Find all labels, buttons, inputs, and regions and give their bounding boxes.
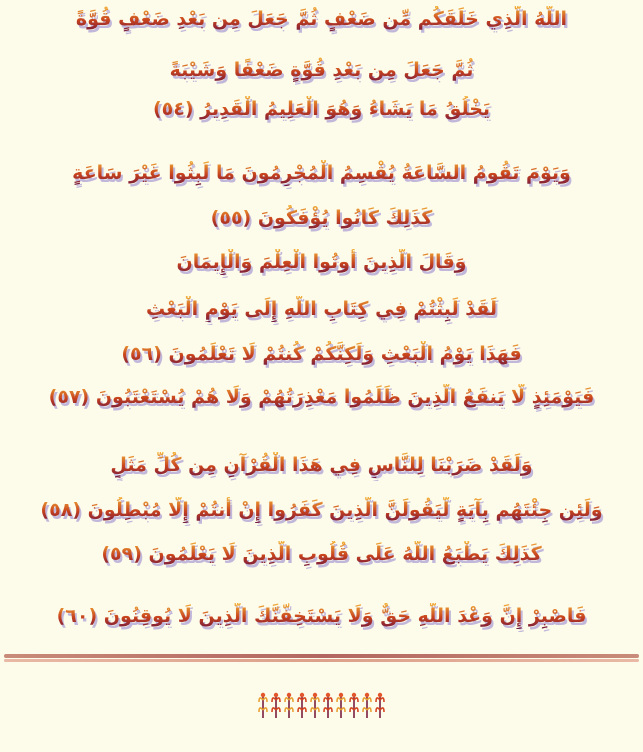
verse-line-1: اللَّهُ الَّذِي خَلَقَكُم مِّن ضَعْفٍ ثُمَّ جَعَلَ مِن بَعْدِ ضَعْفٍ قُوَّةً bbox=[40, 6, 603, 32]
verse-line-9: فَيَوْمَئِذٍ لَّا يَنفَعُ الَّذِينَ ظَلَمُوا مَعْذِرَتُهُمْ وَلَا هُمْ يُسْتَعْتَبُونَ (٥٧) bbox=[40, 384, 603, 410]
ornament-graphic bbox=[255, 690, 389, 724]
verse-line-6: وَقَالَ الَّذِينَ أُوتُوا الْعِلْمَ وَالْإِيمَانَ bbox=[40, 249, 603, 275]
ornament-motif bbox=[259, 693, 267, 718]
verse-line-8: فَهَذَا يَوْمُ الْبَعْثِ وَلَكِنَّكُمْ كُنتُمْ لَا تَعْلَمُونَ (٥٦) bbox=[40, 341, 603, 367]
verse-line-7: لَقَدْ لَبِثْتُمْ فِي كِتَابِ اللَّهِ إِلَى يَوْمِ الْبَعْثِ bbox=[40, 296, 603, 322]
ornament-motif bbox=[285, 693, 293, 718]
verse-line-4: وَيَوْمَ تَقُومُ السَّاعَةُ يُقْسِمُ الْمُجْرِمُونَ مَا لَبِثُوا غَيْرَ سَاعَةٍ bbox=[40, 160, 603, 186]
verse-line-11: وَلَئِن جِئْتَهُم بِآيَةٍ لَّيَقُولَنَّ الَّذِينَ كَفَرُوا إِنْ أَنتُمْ إِلَّا مُبْطِلُونَ (٥٨) bbox=[40, 499, 603, 521]
divider-line bbox=[4, 654, 639, 658]
verse-line-12: كَذَلِكَ يَطْبَعُ اللَّهُ عَلَى قُلُوبِ الَّذِينَ لَا يَعْلَمُونَ (٥٩) bbox=[40, 541, 603, 567]
verse-line-10: وَلَقَدْ ضَرَبْنَا لِلنَّاسِ فِي هَذَا الْقُرْآنِ مِن كُلِّ مَثَلٍ bbox=[40, 452, 603, 478]
ornament-motif bbox=[272, 693, 280, 718]
divider-shadow-line bbox=[4, 659, 639, 662]
ornament-motif bbox=[376, 693, 384, 718]
ornament-motif bbox=[298, 693, 306, 718]
verse-line-13: فَاصْبِرْ إِنَّ وَعْدَ اللَّهِ حَقٌّ وَلَا يَسْتَخِفَّنَّكَ الَّذِينَ لَا يُوقِنُونَ (٦٠) bbox=[40, 603, 603, 629]
ornament-motif bbox=[311, 693, 319, 718]
verse-line-3: يَخْلُقُ مَا يَشَاءُ وَهُوَ الْعَلِيمُ الْقَدِيرُ (٥٤) bbox=[40, 96, 603, 122]
ornament-motif bbox=[350, 693, 358, 718]
verse-line-5: كَذَلِكَ كَانُوا يُؤْفَكُونَ (٥٥) bbox=[40, 205, 603, 231]
ornament-motif bbox=[324, 693, 332, 718]
floral-ornament-icon bbox=[0, 690, 643, 728]
verse-line-2: ثُمَّ جَعَلَ مِن بَعْدِ قُوَّةٍ ضَعْفًا وَشَيْبَةً bbox=[40, 57, 603, 83]
ornament-motif bbox=[337, 693, 345, 718]
ornament-motif bbox=[363, 693, 371, 718]
